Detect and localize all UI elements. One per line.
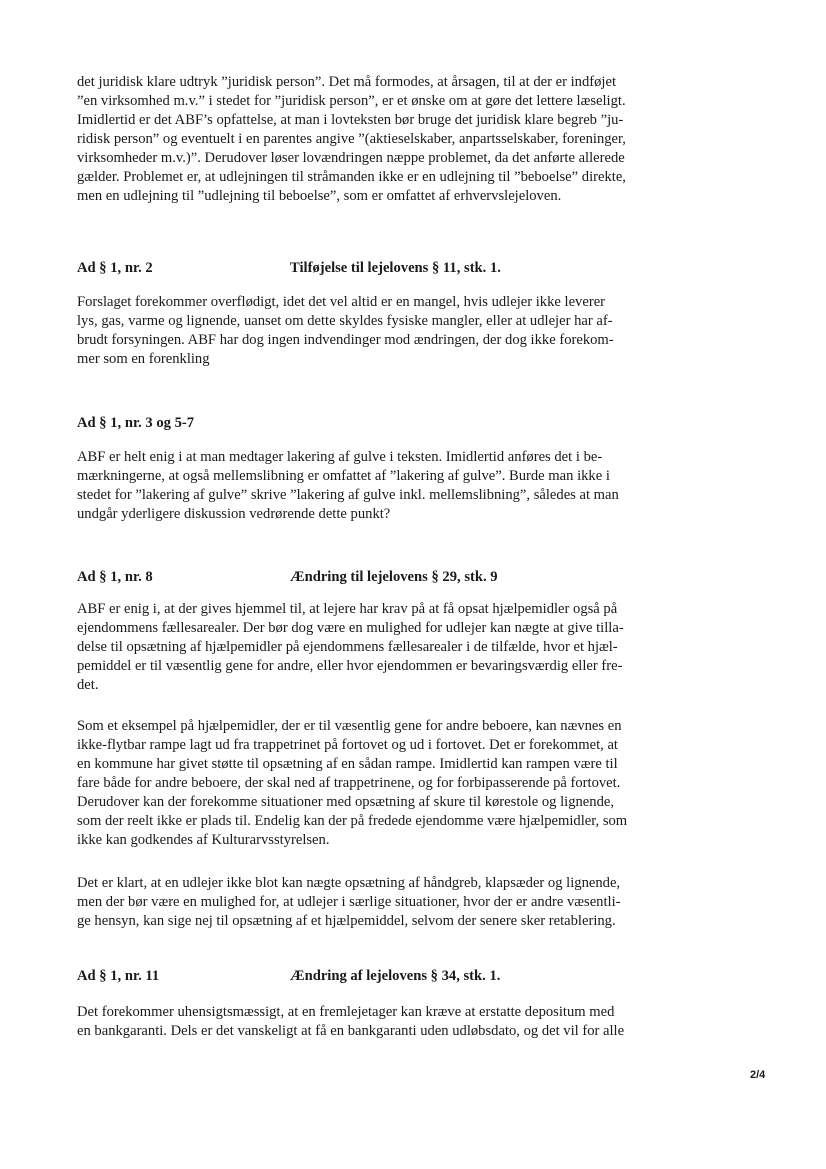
paragraph-intro — [77, 73, 717, 206]
section-title: Ændring af lejelovens § 34, stk. 1. — [290, 968, 501, 984]
section-heading-nr2 — [77, 259, 717, 279]
text-line: pemiddel er til væsentlig gene for andre, eller hvor ejendommen er bevaringsværdig eller fre- — [77, 658, 623, 674]
text-line: lys, gas, varme og lignende, uanset om dette skyldes fysiske mangler, eller at udlejer har af- — [77, 313, 613, 329]
page-number: 2/4 — [750, 1069, 766, 1081]
text-line: Imidlertid er det ABF’s opfattelse, at man i lovteksten bør bruge det juridisk klare begreb ”ju- — [77, 112, 624, 128]
section-heading-nr3 — [77, 414, 717, 434]
section-title: Ændring til lejelovens § 29, stk. 9 — [290, 569, 498, 585]
text-line: ABF er helt enig i at man medtager lakering af gulve i teksten. Imidlertid anføres det i be- — [77, 449, 603, 465]
text-line: ge hensyn, kan sige nej til opsætning af et hjælpemiddel, selvom der senere sker retablering. — [77, 913, 616, 929]
paragraph-nr2 — [77, 293, 717, 369]
text-line: Forslaget forekommer overflødigt, idet det vel altid er en mangel, hvis udlejer ikke leverer — [77, 294, 606, 310]
paragraph-nr8-a — [77, 600, 717, 695]
text-line: delse til opsætning af hjælpemidler på ejendommens fællesarealer i de tilfælde, hvor et hjæl- — [77, 639, 618, 655]
section-ref: Ad § 1, nr. 11 — [77, 968, 160, 984]
paragraph-nr8-b — [77, 717, 717, 850]
text-line: men en udlejning til ”udlejning til beboelse”, som er omfattet af erhvervslejeloven. — [77, 188, 562, 204]
section-ref: Ad § 1, nr. 3 og 5-7 — [77, 415, 195, 431]
text-line: en kommune har givet støtte til opsætning af en sådan rampe. Imidlertid kan rampen være til — [77, 756, 618, 772]
text-line: gælder. Problemet er, at udlejningen til stråmanden ikke er en udlejning til ”beboelse” direkte, — [77, 169, 626, 185]
text-line: Det er klart, at en udlejer ikke blot kan nægte opsætning af håndgreb, klapsæder og lignende, — [77, 875, 621, 891]
text-line: mærkningerne, at også mellemslibning er omfattet af ”lakering af gulve”. Burde man ikke i — [77, 468, 610, 484]
section-ref: Ad § 1, nr. 2 — [77, 260, 153, 276]
text-line: brudt forsyningen. ABF har dog ingen indvendinger mod ændringen, der dog ikke forekom- — [77, 332, 614, 348]
text-line: det. — [77, 677, 99, 693]
text-line: ridisk person” og eventuelt i en parentes angive ”(aktieselskaber, anpartsselskaber, foreninger, — [77, 131, 626, 147]
text-line: Som et eksempel på hjælpemidler, der er til væsentlig gene for andre beboere, kan nævnes en — [77, 718, 622, 734]
text-line: en bankgaranti. Dels er det vanskeligt at få en bankgaranti uden udløbsdato, og det vil for alle — [77, 1023, 625, 1039]
text-line: ikke kan godkendes af Kulturarvsstyrelsen. — [77, 832, 330, 848]
text-line: undgår yderligere diskussion vedrørende dette punkt? — [77, 506, 391, 522]
section-title: Tilføjelse til lejelovens § 11, stk. 1. — [290, 260, 501, 276]
section-heading-nr11 — [77, 967, 717, 987]
text-line: ejendommens fællesarealer. Der bør dog være en mulighed for udlejer kan nægte at give tilla- — [77, 620, 624, 636]
text-line: stedet for ”lakering af gulve” skrive ”lakering af gulve inkl. mellemslibning”, således at man — [77, 487, 619, 503]
section-heading-nr8 — [77, 568, 717, 588]
text-line: fare både for andre beboere, der skal ned af trappetrinene, og for forbipasserende på fortovet. — [77, 775, 621, 791]
text-line: virksomheder m.v.)”. Derudover løser lovændringen næppe problemet, da det anførte allerede — [77, 150, 625, 166]
text-line: Det forekommer uhensigtsmæssigt, at en fremlejetager kan kræve at erstatte depositum med — [77, 1004, 615, 1020]
text-line: men der bør være en mulighed for, at udlejer i særlige situationer, hvor der er andre væsentli- — [77, 894, 621, 910]
text-line: det juridisk klare udtryk ”juridisk person”. Det må formodes, at årsagen, til at der er indføjet — [77, 74, 616, 90]
paragraph-nr8-c — [77, 874, 717, 931]
text-line: ABF er enig i, at der gives hjemmel til, at lejere har krav på at få opsat hjælpemidler også på — [77, 601, 618, 617]
text-line: ”en virksomhed m.v.” i stedet for ”juridisk person”, er et ønske om at gøre det lettere læseligt. — [77, 93, 626, 109]
text-line: ikke-flytbar rampe lagt ud fra trappetrinet på fortovet og ud i fortovet. Det er forekommet, at — [77, 737, 618, 753]
text-line: Derudover kan der forekomme situationer med opsætning af skure til kørestole og lignende, — [77, 794, 614, 810]
text-line: som der reelt ikke er plads til. Endelig kan der på fredede ejendomme være hjælpemidler, som — [77, 813, 628, 829]
paragraph-nr3 — [77, 448, 717, 524]
text-line: mer som en forenkling — [77, 351, 210, 367]
paragraph-nr11 — [77, 1003, 717, 1041]
section-ref: Ad § 1, nr. 8 — [77, 569, 153, 585]
